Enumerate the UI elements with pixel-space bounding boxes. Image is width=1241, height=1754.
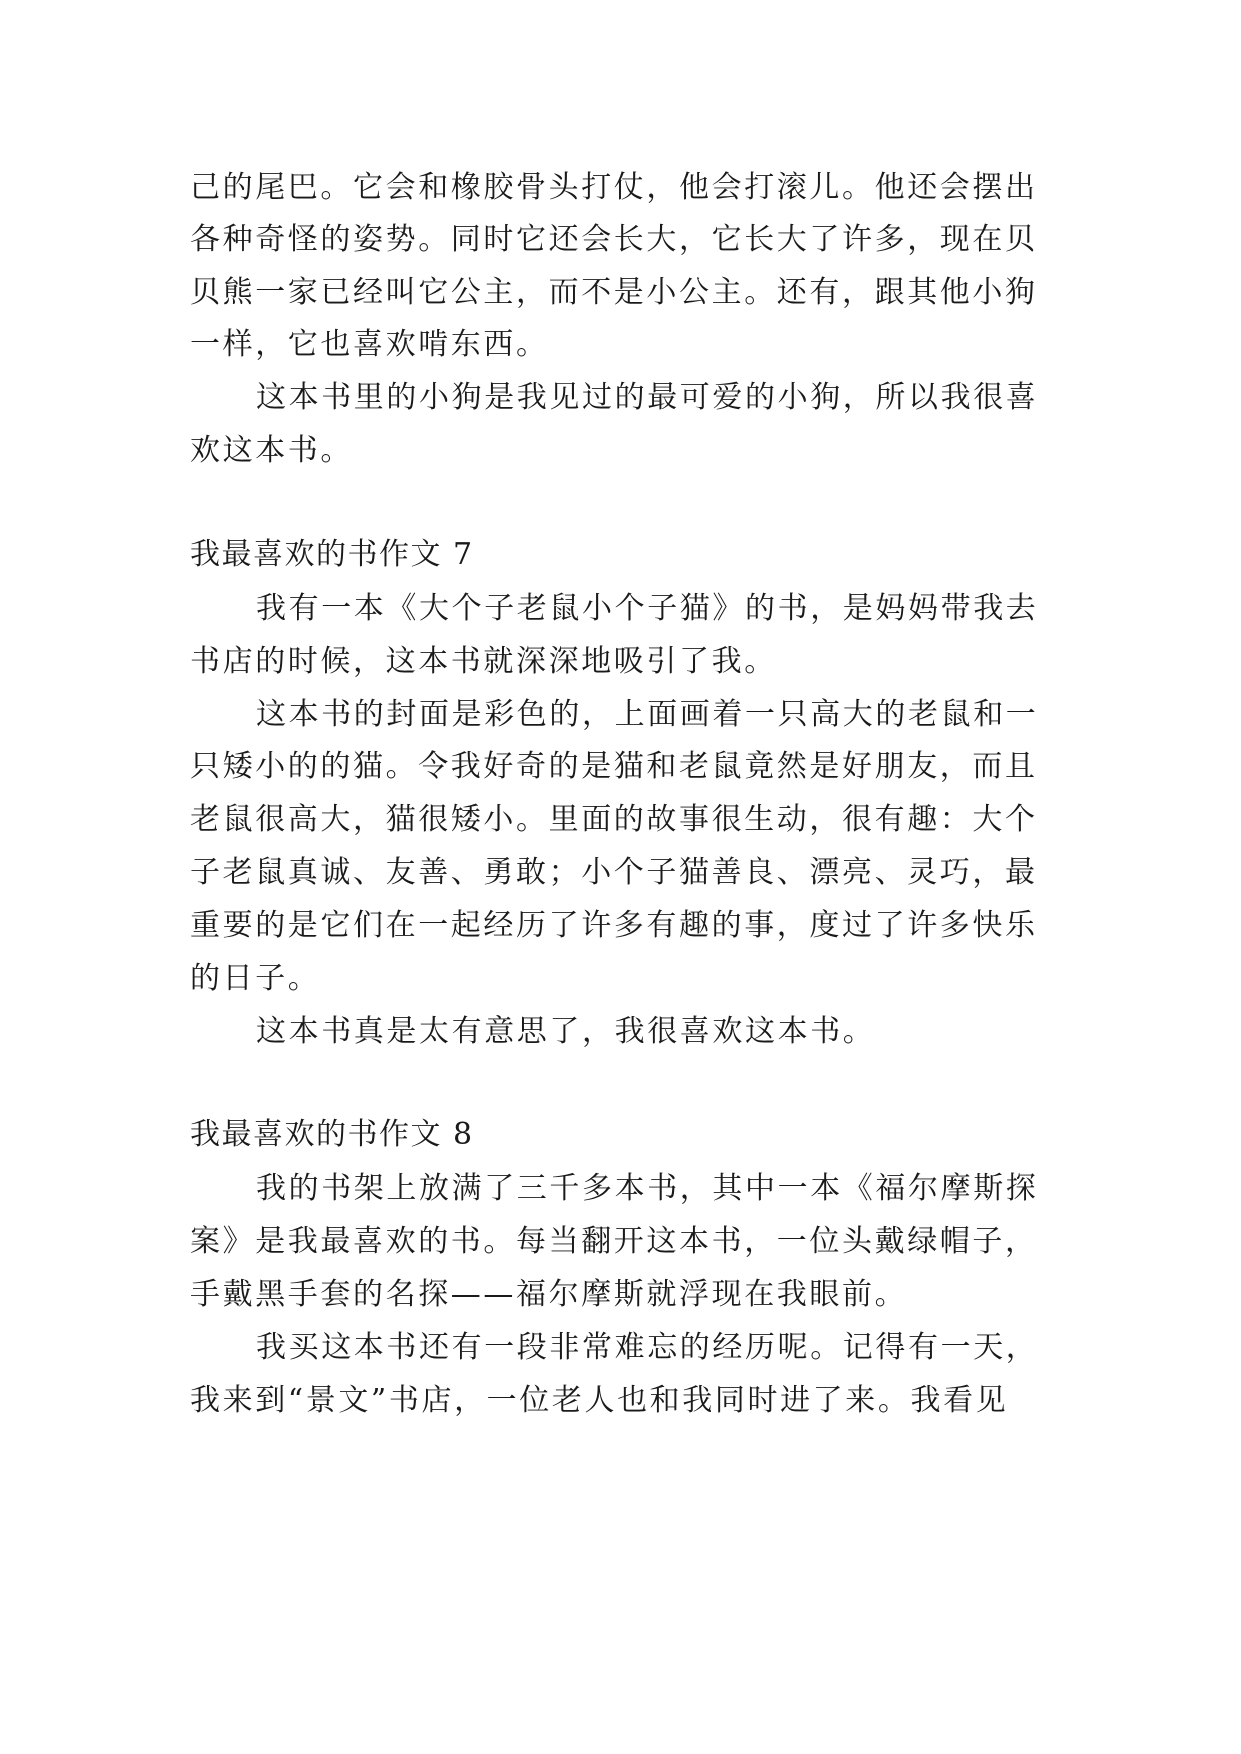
paragraph-line: 我的书架上放满了三千多本书，其中一本《福尔摩斯探 <box>256 1171 1039 1206</box>
paragraph-line: 欢这本书。 <box>190 433 353 468</box>
paragraph-line: 己的尾巴。它会和橡胶骨头打仗，他会打滚儿。他还会摆出 <box>190 170 1038 205</box>
paragraph-line: 书店的时候，这本书就深深地吸引了我。 <box>190 644 777 679</box>
paragraph-line: 我有一本《大个子老鼠小个子猫》的书，是妈妈带我去 <box>256 591 1039 626</box>
section-heading: 我最喜欢的书作文 8 <box>190 1117 474 1152</box>
paragraph-line: 子老鼠真诚、友善、勇敢；小个子猫善良、漂亮、灵巧，最 <box>190 855 1038 890</box>
paragraph-line: 这本书真是太有意思了，我很喜欢这本书。 <box>256 1014 876 1049</box>
section-heading: 我最喜欢的书作文 7 <box>190 537 474 572</box>
paragraph-line: 贝熊一家已经叫它公主，而不是小公主。还有，跟其他小狗 <box>190 275 1038 310</box>
paragraph-line: 重要的是它们在一起经历了许多有趣的事，度过了许多快乐 <box>190 908 1038 943</box>
paragraph-line: 的日子。 <box>190 961 321 996</box>
paragraph-line: 一样，它也喜欢啃东西。 <box>190 327 549 362</box>
paragraph-line: 只矮小的的猫。令我好奇的是猫和老鼠竟然是好朋友，而且 <box>190 749 1038 784</box>
paragraph-line: 这本书的封面是彩色的，上面画着一只高大的老鼠和一 <box>256 697 1039 732</box>
paragraph-line: 各种奇怪的姿势。同时它还会长大，它长大了许多，现在贝 <box>190 222 1038 257</box>
paragraph-line: 我买这本书还有一段非常难忘的经历呢。记得有一天， <box>256 1330 1039 1365</box>
paragraph-line: 手戴黑手套的名探——福尔摩斯就浮现在我眼前。 <box>190 1277 908 1312</box>
paragraph-line: 老鼠很高大，猫很矮小。里面的故事很生动，很有趣：大个 <box>190 802 1038 837</box>
paragraph-line: 案》是我最喜欢的书。每当翻开这本书，一位头戴绿帽子， <box>190 1224 1038 1259</box>
paragraph-line: 这本书里的小狗是我见过的最可爱的小狗，所以我很喜 <box>256 380 1039 415</box>
paragraph-line: 我来到“景文”书店，一位老人也和我同时进了来。我看见 <box>190 1383 1009 1418</box>
